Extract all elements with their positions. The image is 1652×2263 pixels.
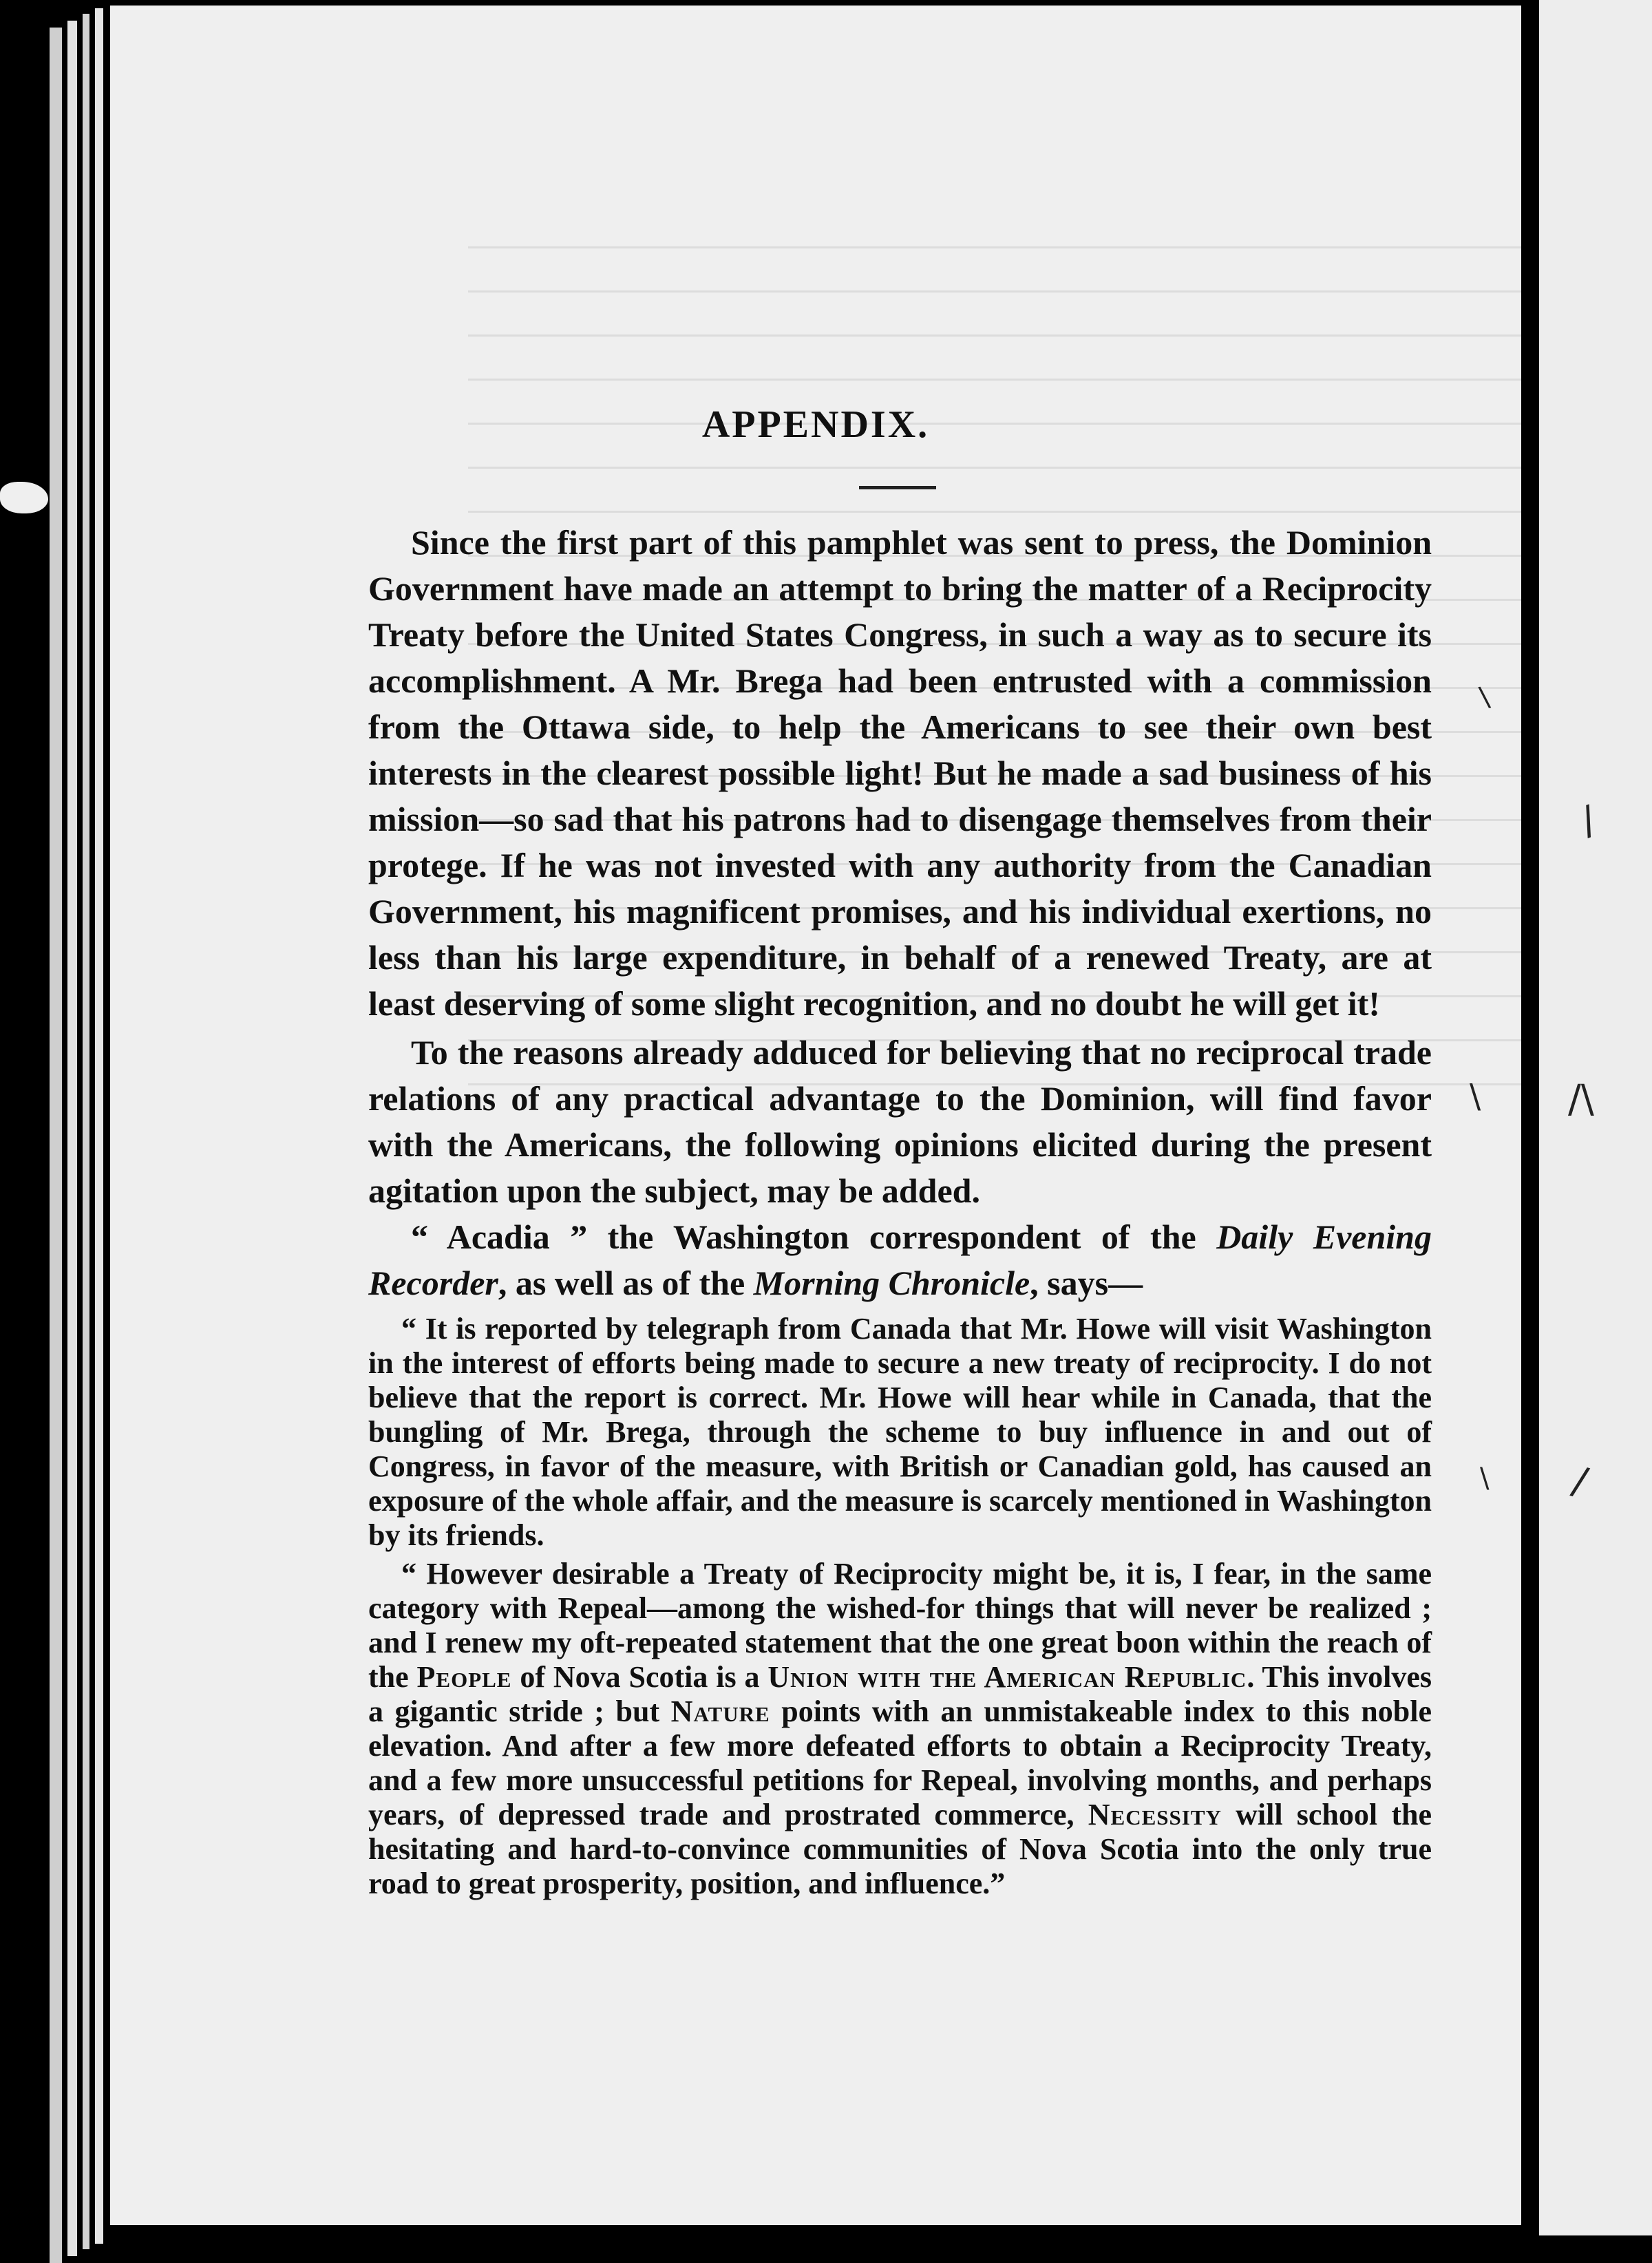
small-caps-term: Nature bbox=[670, 1694, 770, 1728]
intro-text: “ Acadia ” the Washington correspondent of the bbox=[411, 1218, 1217, 1256]
page-edge bbox=[67, 21, 77, 2256]
page-edge bbox=[50, 28, 62, 2263]
quote-text: . This involves a gigantic stride ; but bbox=[368, 1660, 1432, 1728]
title-rule bbox=[859, 486, 936, 489]
quote-text: points with an unmistakeable index to this noble elevation. And after a few more defeated efforts to obtain a Reciprocity Treaty, and a few more unsuccessful petitions for Repeal, involving months, and perhaps years, of depressed trade and prostrated commerce, bbox=[368, 1694, 1432, 1831]
adjacent-page bbox=[1539, 0, 1652, 2235]
small-caps-term: Necessity bbox=[1088, 1798, 1222, 1831]
intro-text: , as well as of the bbox=[498, 1264, 754, 1302]
paper-blot bbox=[0, 482, 48, 513]
quote-text: “ However desirable a Treaty of Reciprocity might be, it is, I fear, in the same category with Repeal—among the wished-for things that will never be realized ; and I renew my oft-repeated statement that the one great boon within the reach of the bbox=[368, 1557, 1432, 1694]
margin-mark: / bbox=[1574, 797, 1602, 844]
margin-mark: \ bbox=[1480, 1463, 1490, 1494]
margin-mark: / bbox=[1567, 1458, 1592, 1505]
quote-text: will school the hesitating and hard-to-convince communities of Nova Scotia into the only true road to great prosperity, position, and influence.” bbox=[368, 1798, 1432, 1900]
quoted-paragraph: “ It is reported by telegraph from Canada that Mr. Howe will visit Washington in the interest of efforts being made to secure a new treaty of reciprocity. I do not believe that the report is correct. Mr. Howe will hear while in Canada, that the bungling of Mr. Brega, through the scheme to buy influence in and out of Congress, in favor of the measure, with British or Canadian gold, has caused an exposure of the whole affair, and the measure is scarcely mentioned in Washington by its friends. bbox=[368, 1312, 1432, 1552]
page-edge bbox=[95, 8, 103, 2244]
body-paragraph: Since the first part of this pamphlet was sent to press, the Dominion Government have made an attempt to bring the matter of a Reciprocity Treaty before the United States Congress, in such a way as to secure its accomplishment. A Mr. Brega had been entrusted with a commission from the Ottawa side, to help the Americans to see their own best interests in the clearest possible light! But he made a sad business of his mission—so sad that his patrons had to disengage themselves from their protege. If he was not invested with any authority from the Canadian Government, his magnificent promises, and his individual exertions, no less than his large expenditure, in behalf of a renewed Treaty, are at least deserving of some slight recognition, and no doubt he will get it! bbox=[368, 523, 1432, 1023]
small-caps-term: Union with the American Republic bbox=[767, 1660, 1247, 1694]
margin-mark: \ bbox=[1477, 681, 1492, 714]
quoted-paragraph bbox=[368, 1557, 1432, 1901]
margin-mark: \ bbox=[1470, 1077, 1481, 1116]
intro-text: , says— bbox=[1030, 1264, 1143, 1302]
document-body bbox=[368, 520, 1432, 1901]
small-caps-term: People bbox=[416, 1660, 512, 1694]
page-title: APPENDIX. bbox=[701, 403, 930, 446]
quote-text: of Nova Scotia is a bbox=[511, 1660, 768, 1694]
quote-intro-paragraph bbox=[368, 1214, 1432, 1306]
binding-gap bbox=[1521, 0, 1539, 2235]
newspaper-name: Morning Chronicle bbox=[753, 1264, 1030, 1302]
newspaper-name: Daily Evening Recorder bbox=[368, 1218, 1432, 1302]
margin-mark: /\ bbox=[1568, 1077, 1594, 1122]
page-edge bbox=[83, 14, 89, 2249]
body-paragraph: To the reasons already adduced for believing that no reciprocal trade relations of any practical advantage to the Dominion, will find favor with the Americans, the following opinions elicited during the present agitation upon the subject, may be added. bbox=[368, 1033, 1432, 1210]
